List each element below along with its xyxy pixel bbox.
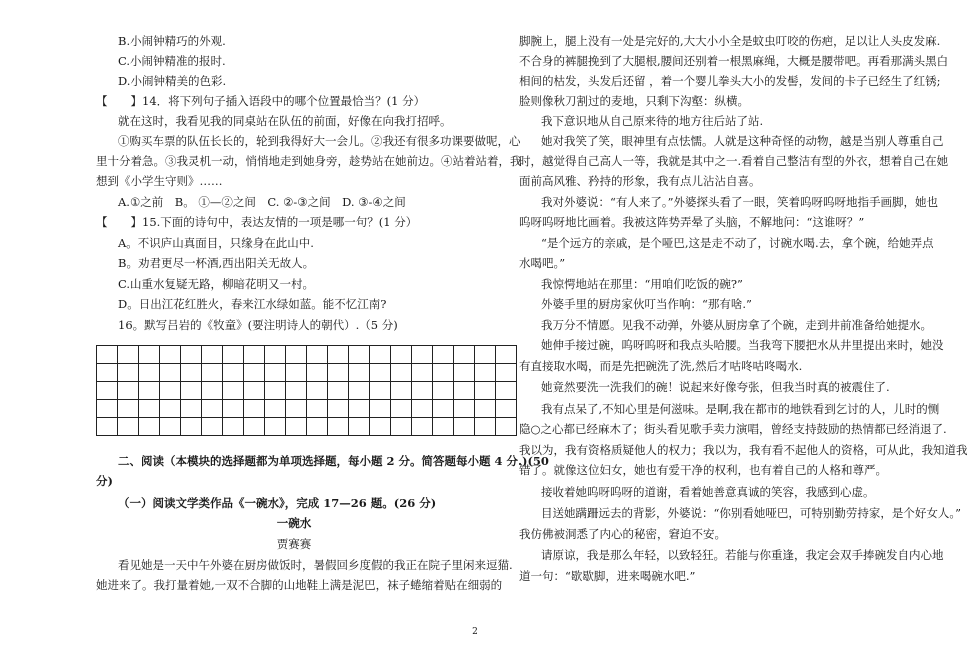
grid-cell[interactable] <box>454 346 475 364</box>
grid-cell[interactable] <box>475 418 496 436</box>
text-line-r14: 外婆手里的厨房家伙叮当作响：“那有啥.” <box>541 297 752 311</box>
grid-cell[interactable] <box>349 346 370 364</box>
grid-row <box>97 400 517 418</box>
grid-cell[interactable] <box>97 364 118 382</box>
grid-cell[interactable] <box>433 364 454 382</box>
text-line-r21: 我以为，我有资格质疑他人的权力；我以为，我有看不起他人的资格，可从此，我知道我 <box>519 443 968 457</box>
grid-cell[interactable] <box>265 364 286 382</box>
grid-cell[interactable] <box>370 418 391 436</box>
text-line-opt-b: B.小闹钟精巧的外观. <box>118 34 226 48</box>
text-line-r7: 时，越觉得自己高人一等，我就是其中之一.看着自己整洁有型的外衣，想着自己在她 <box>519 154 949 168</box>
grid-cell[interactable] <box>202 418 223 436</box>
grid-cell[interactable] <box>496 418 517 436</box>
grid-cell[interactable] <box>160 400 181 418</box>
grid-cell[interactable] <box>412 346 433 364</box>
text-line-title: 一碗水 <box>276 516 312 530</box>
grid-cell[interactable] <box>118 364 139 382</box>
grid-cell[interactable] <box>118 400 139 418</box>
text-line-r2: 不合身的裤腿挽到了大腿根,腰间还别着一根黑麻绳，大概是腰带吧。再看那满头黑白 <box>519 54 949 68</box>
grid-cell[interactable] <box>475 382 496 400</box>
text-line-q15-d: D。日出江花红胜火，春来江水绿如蓝。能不忆江南? <box>118 297 387 311</box>
text-line-opt-d: D.小闹钟精美的色彩. <box>118 74 227 88</box>
grid-row <box>97 346 517 364</box>
grid-cell[interactable] <box>454 400 475 418</box>
grid-cell[interactable] <box>97 418 118 436</box>
text-line-q14-p3: 想到《小学生守则》…… <box>96 174 223 188</box>
grid-cell[interactable] <box>349 400 370 418</box>
grid-cell[interactable] <box>139 364 160 382</box>
text-line-author: 贾赛赛 <box>276 537 312 551</box>
grid-cell[interactable] <box>454 382 475 400</box>
grid-cell[interactable] <box>307 418 328 436</box>
text-line-r5: 我下意识地从自己原来待的地方往后站了站. <box>541 114 764 128</box>
grid-cell[interactable] <box>118 382 139 400</box>
grid-cell[interactable] <box>412 364 433 382</box>
grid-cell[interactable] <box>433 382 454 400</box>
grid-cell[interactable] <box>286 346 307 364</box>
grid-cell[interactable] <box>286 400 307 418</box>
text-line-r19: 我有点呆了,不知心里是何滋味。是啊,我在都市的地铁看到乞讨的人，儿时的恻 <box>541 402 940 416</box>
text-line-r13: 我惊愕地站在那里：“用咱们吃饭的碗?” <box>541 277 743 291</box>
text-line-r26: 请原谅，我是那么年轻，以致轻狂。若能与你重逢，我定会双手捧碗发自内心地 <box>541 548 944 562</box>
text-line-p1-1: 看见她是一天中午外婆在厨房做饭时，暑假回乡度假的我正在院子里闲来逗猫. <box>118 558 513 572</box>
grid-cell[interactable] <box>286 364 307 382</box>
text-line-r17: 有直接取水喝，而是先把碗洗了洗,然后才咕咚咕咚喝水. <box>519 359 803 373</box>
text-line-q15-a: A。不识庐山真面目，只缘身在此山中. <box>118 236 314 250</box>
text-line-q14-s: 就在这时，我看见我的同桌站在队伍的前面，好像在向我打招呼。 <box>118 114 452 128</box>
grid-cell[interactable] <box>412 382 433 400</box>
grid-cell[interactable] <box>370 382 391 400</box>
grid-cell[interactable] <box>244 418 265 436</box>
text-line-sec2-1: 二、阅读（本模块的选择题都为单项选择题，每小题 2 分。简答题每小题 4 分.)(50 <box>118 454 549 468</box>
grid-cell[interactable] <box>265 400 286 418</box>
text-line-opt-c: C.小闹钟精准的报时. <box>118 54 226 68</box>
text-line-q14-p2: 里十分着急。③我灵机一动，悄悄地走到她身旁，趁势站在她前边。④站着站着，我 <box>96 154 522 168</box>
grid-cell[interactable] <box>307 400 328 418</box>
grid-cell[interactable] <box>370 364 391 382</box>
text-line-r16: 她伸手接过碗，呜呀呜呀和我点头哈腰。当我弯下腰把水从井里提出来时，她没 <box>541 338 944 352</box>
text-line-r1: 脚腕上，腿上没有一处是完好的,大大小小全是蚊虫叮咬的伤疤，足以让人头皮发麻. <box>519 34 941 48</box>
grid-cell[interactable] <box>265 418 286 436</box>
text-line-q16: 16。默写吕岩的《牧童》(要注明诗人的朝代）.（5 分) <box>118 318 398 332</box>
grid-cell[interactable] <box>496 400 517 418</box>
grid-cell[interactable] <box>181 346 202 364</box>
grid-cell[interactable] <box>454 418 475 436</box>
grid-cell[interactable] <box>433 418 454 436</box>
grid-cell[interactable] <box>160 382 181 400</box>
answer-grid[interactable] <box>96 345 517 436</box>
grid-cell[interactable] <box>97 346 118 364</box>
grid-cell[interactable] <box>223 400 244 418</box>
grid-cell[interactable] <box>391 400 412 418</box>
grid-row <box>97 364 517 382</box>
grid-cell[interactable] <box>391 346 412 364</box>
grid-cell[interactable] <box>265 346 286 364</box>
grid-cell[interactable] <box>307 364 328 382</box>
text-line-r10: 呜呀呜呀地比画着。我被这阵势弄晕了头脑，不解地问：“这谁呀？” <box>519 215 865 229</box>
grid-cell[interactable] <box>496 364 517 382</box>
grid-cell[interactable] <box>307 346 328 364</box>
grid-cell[interactable] <box>181 364 202 382</box>
grid-cell[interactable] <box>328 400 349 418</box>
grid-cell[interactable] <box>475 400 496 418</box>
text-line-r11: “是个远方的亲戚，是个哑巴,这是走不动了，讨碗水喝.去，拿个碗，给她弄点 <box>541 236 934 250</box>
grid-cell[interactable] <box>181 400 202 418</box>
grid-cell[interactable] <box>244 382 265 400</box>
text-line-r22: 错了。就像这位妇女，她也有爱干净的权利，也有着自己的人格和尊严。 <box>519 463 887 477</box>
grid-cell[interactable] <box>307 382 328 400</box>
page-number: 2 <box>472 627 478 637</box>
grid-row <box>97 418 517 436</box>
grid-cell[interactable] <box>496 382 517 400</box>
grid-cell[interactable] <box>139 382 160 400</box>
text-line-q15-c: C.山重水复疑无路，柳暗花明又一村。 <box>118 277 315 291</box>
grid-cell[interactable] <box>475 364 496 382</box>
grid-cell[interactable] <box>349 364 370 382</box>
grid-cell[interactable] <box>391 364 412 382</box>
grid-cell[interactable] <box>202 400 223 418</box>
grid-cell[interactable] <box>433 346 454 364</box>
text-line-q14: 【 】14．将下列句子插入语段中的哪个位置最恰当？(1 分） <box>96 94 426 108</box>
grid-cell[interactable] <box>454 364 475 382</box>
grid-cell[interactable] <box>412 400 433 418</box>
grid-cell[interactable] <box>202 364 223 382</box>
grid-cell[interactable] <box>370 346 391 364</box>
grid-cell[interactable] <box>328 382 349 400</box>
grid-cell[interactable] <box>349 382 370 400</box>
grid-cell[interactable] <box>223 382 244 400</box>
text-line-sub1: （一）阅读文学类作品《一碗水》，完成 17—26 题。(26 分) <box>118 496 437 510</box>
grid-cell[interactable] <box>328 364 349 382</box>
grid-cell[interactable] <box>97 400 118 418</box>
text-line-q15: 【 】15.下面的诗句中，表达友情的一项是哪一句？(1 分） <box>96 215 418 229</box>
grid-cell[interactable] <box>349 418 370 436</box>
grid-cell[interactable] <box>244 400 265 418</box>
text-line-r18: 她竟然要洗一洗我们的碗！说起来好像夸张，但我当时真的被震住了. <box>541 380 890 394</box>
grid-cell[interactable] <box>412 418 433 436</box>
grid-cell[interactable] <box>286 382 307 400</box>
grid-cell[interactable] <box>223 418 244 436</box>
grid-cell[interactable] <box>433 400 454 418</box>
grid-cell[interactable] <box>223 346 244 364</box>
text-line-q14-opts: A.①之前 B。 ①—②之间 C. ②-③之间 D. ③-④之间 <box>118 195 406 209</box>
text-line-r15: 我万分不情愿。见我不动弹，外婆从厨房拿了个碗，走到井前准备给她提水。 <box>541 318 932 332</box>
text-line-p1-2: 她进来了。我打量着她,一双不合脚的山地鞋上满是泥巴，袜子蜷缩着贴在细弱的 <box>96 578 503 592</box>
text-line-r20: 隐○之心都已经麻木了；街头看见歌手卖力演唱，曾经支持鼓励的热情都已经消退了. <box>519 422 947 436</box>
text-line-r27: 道一句：“歇歇脚，进来喝碗水吧.” <box>519 569 696 583</box>
grid-cell[interactable] <box>160 418 181 436</box>
grid-row <box>97 382 517 400</box>
grid-cell[interactable] <box>496 346 517 364</box>
text-line-q15-b: B。劝君更尽一杯酒,西出阳关无故人。 <box>118 256 315 270</box>
grid-cell[interactable] <box>391 382 412 400</box>
grid-cell[interactable] <box>139 346 160 364</box>
text-line-q14-p1: ①购买车票的队伍长长的，轮到我得好大一会儿。②我还有很多功课要做呢，心 <box>118 134 521 148</box>
grid-cell[interactable] <box>370 400 391 418</box>
grid-cell[interactable] <box>202 382 223 400</box>
grid-cell[interactable] <box>97 382 118 400</box>
text-line-r23: 接收着她呜呀呜呀的道谢，看着她善意真诚的笑容，我感到心虚。 <box>541 485 875 499</box>
text-line-r6: 她对我笑了笑，眼神里有点怯懦。人就是这种奇怪的动物，越是当别人尊重自己 <box>541 134 944 148</box>
text-line-r12: 水喝吧。” <box>519 256 566 270</box>
grid-cell[interactable] <box>475 346 496 364</box>
grid-cell[interactable] <box>328 346 349 364</box>
text-line-r8: 面前高风雅、矜持的形象，我有点儿沾沾自喜。 <box>519 174 761 188</box>
grid-cell[interactable] <box>139 400 160 418</box>
text-line-r9: 我对外婆说：“有人来了。”外婆探头看了一眼，笑着呜呀呜呀地指手画脚，她也 <box>541 195 939 209</box>
grid-cell[interactable] <box>118 418 139 436</box>
grid-cell[interactable] <box>160 364 181 382</box>
text-line-r4: 脸则像秋刀割过的麦地，只剩下沟壑：纵横。 <box>519 94 749 108</box>
text-line-sec2-2: 分) <box>96 474 113 488</box>
grid-cell[interactable] <box>139 418 160 436</box>
text-line-r3: 相间的枯发，头发后还留 ，着一个婴儿拳头大小的发髻，发间的卡子已经生了红锈; <box>519 74 941 88</box>
grid-cell[interactable] <box>265 382 286 400</box>
grid-cell[interactable] <box>118 346 139 364</box>
grid-cell[interactable] <box>286 418 307 436</box>
text-line-r25: 我仿佛被洞悉了内心的秘密，窘迫不安。 <box>519 527 726 541</box>
grid-cell[interactable] <box>160 346 181 364</box>
grid-cell[interactable] <box>181 382 202 400</box>
text-line-r24: 目送她蹒跚远去的背影，外婆说：“你别看她哑巴，可特别勤劳持家，是个好女人。” <box>541 506 962 520</box>
grid-cell[interactable] <box>391 418 412 436</box>
grid-cell[interactable] <box>244 346 265 364</box>
grid-cell[interactable] <box>244 364 265 382</box>
grid-cell[interactable] <box>223 364 244 382</box>
grid-cell[interactable] <box>181 418 202 436</box>
grid-cell[interactable] <box>328 418 349 436</box>
grid-cell[interactable] <box>202 346 223 364</box>
